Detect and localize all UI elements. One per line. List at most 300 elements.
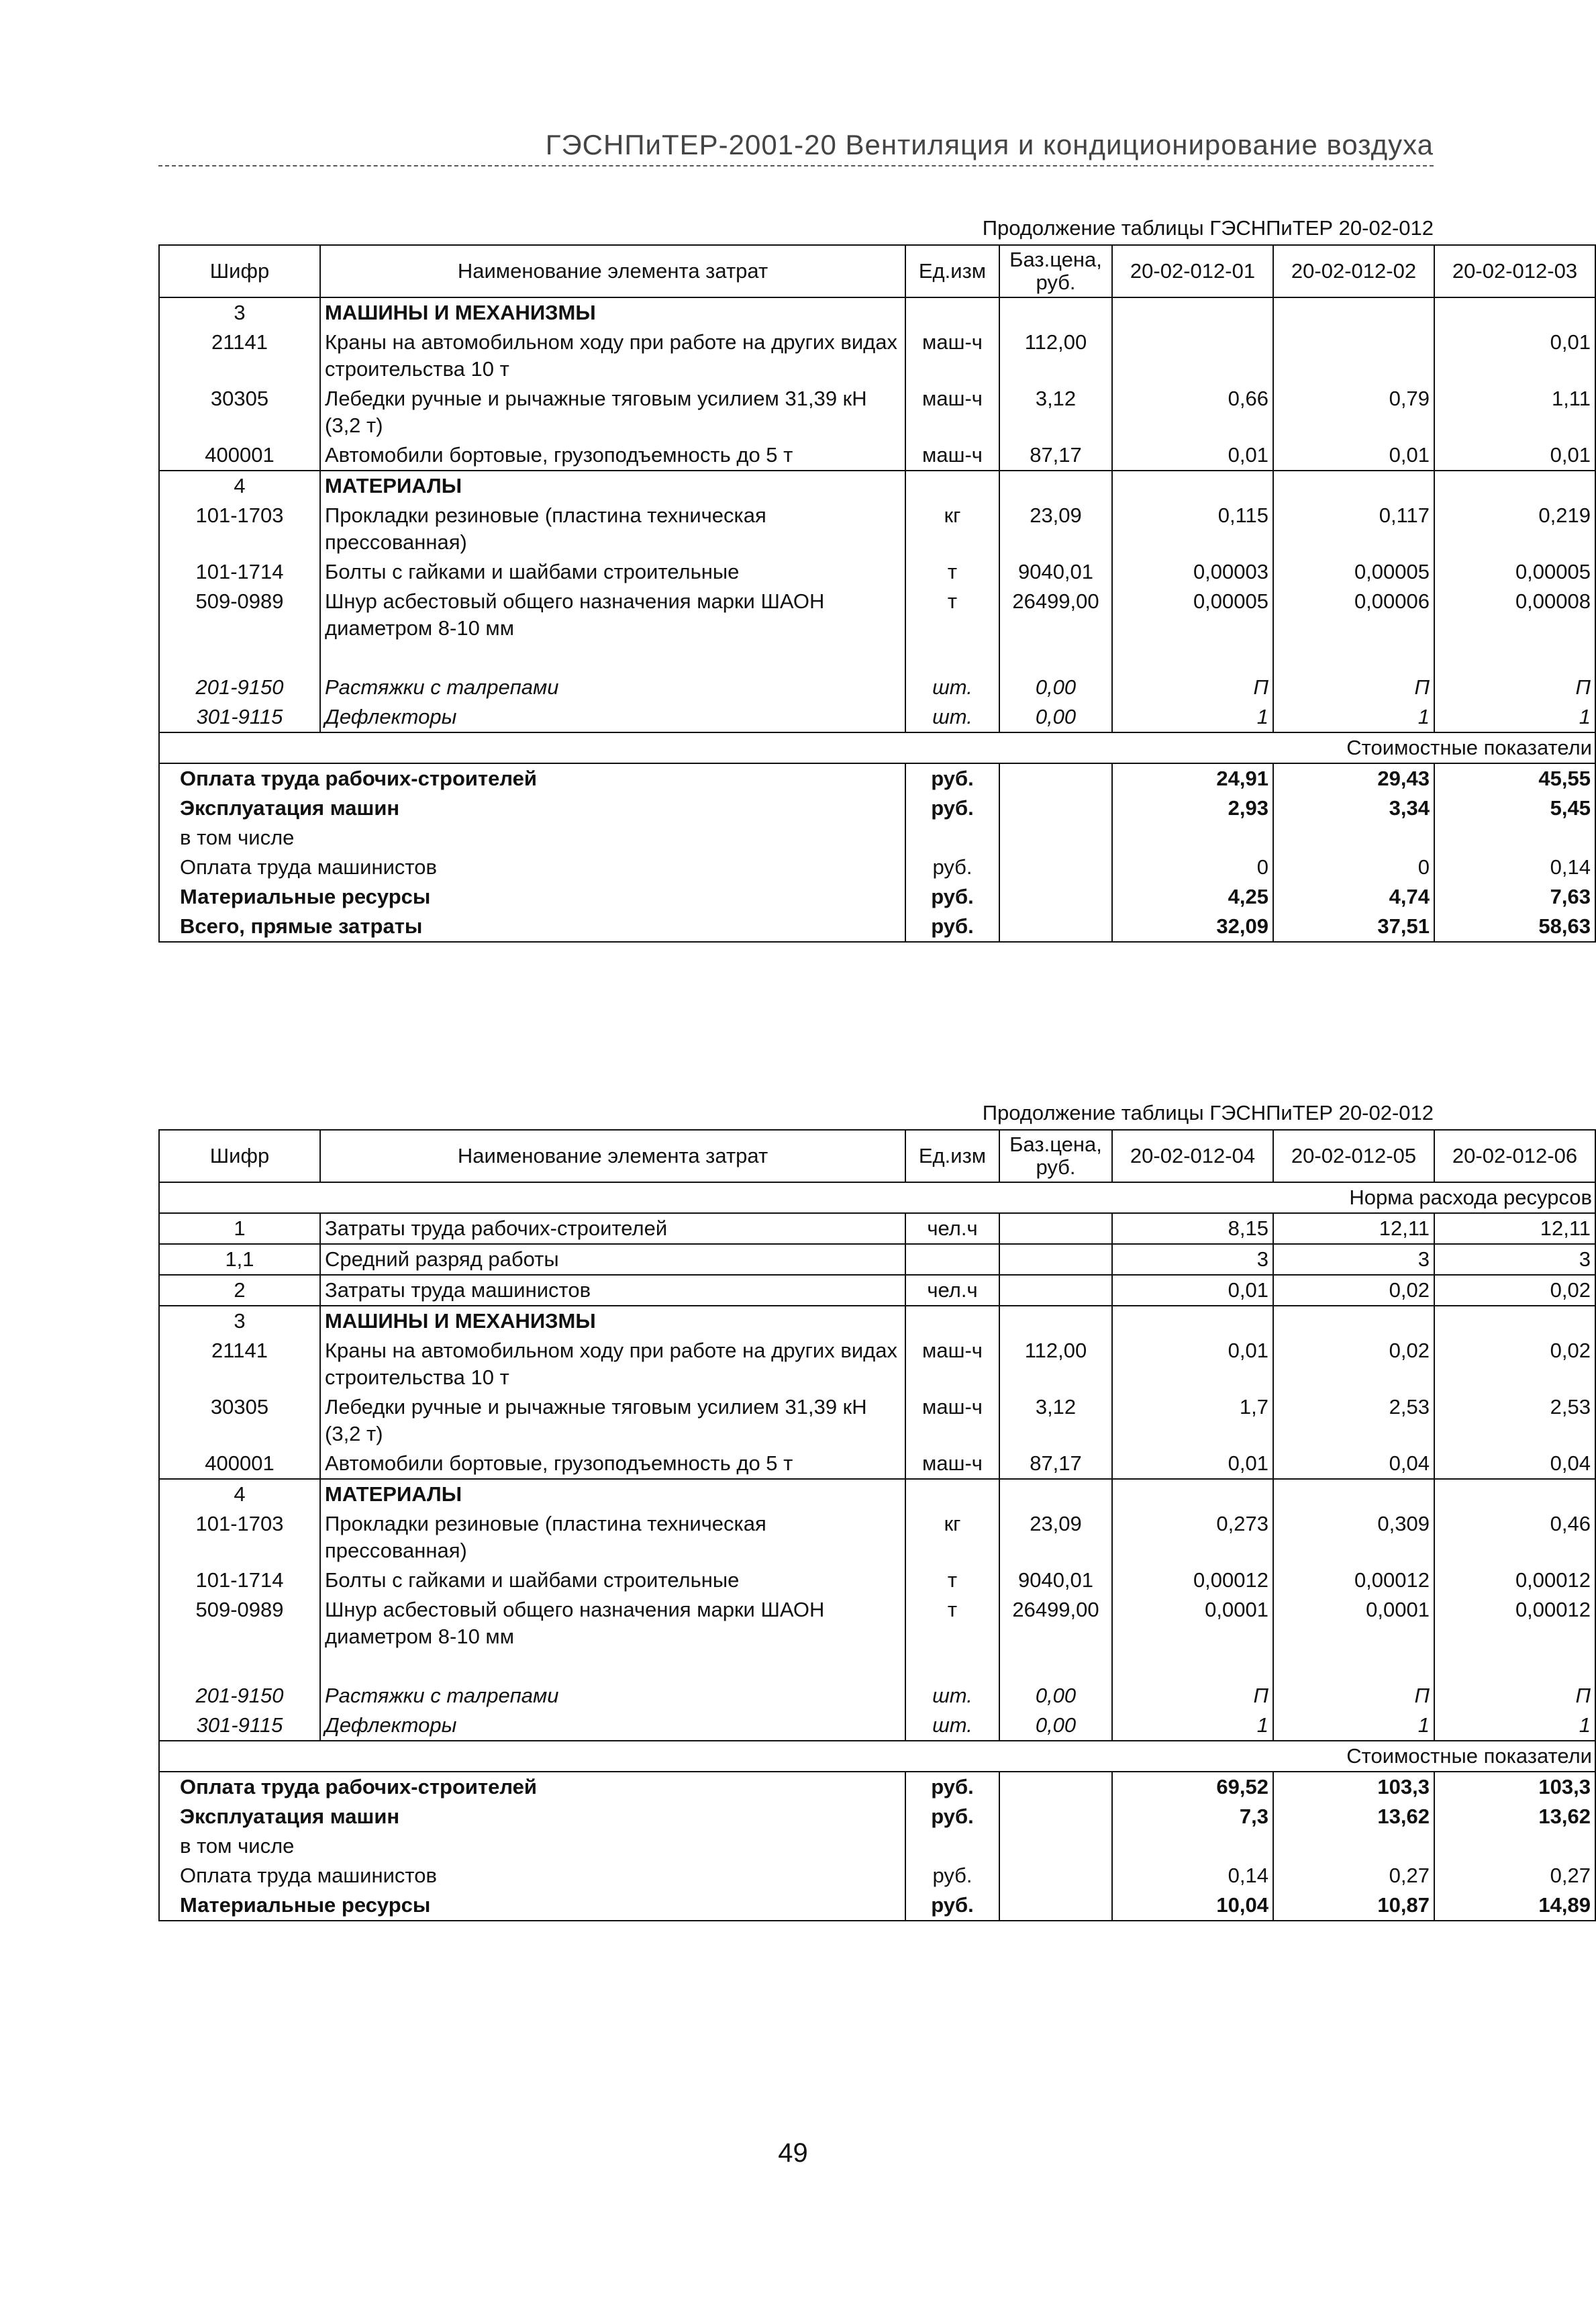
resource-price: 3,12 bbox=[999, 1392, 1112, 1449]
resource-value bbox=[1112, 1306, 1273, 1336]
resource-value: 0,01 bbox=[1112, 1275, 1273, 1306]
header-row bbox=[159, 245, 1595, 297]
cost-unit: руб. bbox=[905, 794, 999, 823]
resource-value: 3 bbox=[1273, 1244, 1434, 1275]
resource-value: 0,00003 bbox=[1112, 557, 1273, 587]
cost-value bbox=[1434, 823, 1595, 853]
cost-name: Всего, прямые затраты bbox=[159, 912, 905, 942]
cost-name: Эксплуатация машин bbox=[159, 1802, 905, 1831]
resource-value: 0,00005 bbox=[1273, 557, 1434, 587]
group-heading: Стоимостные показатели bbox=[159, 732, 1595, 763]
resource-name: Средний разряд работы bbox=[320, 1244, 905, 1275]
resource-code: 1 bbox=[159, 1213, 320, 1244]
cost-name: Оплата труда рабочих-строителей bbox=[159, 763, 905, 794]
resource-value bbox=[1112, 328, 1273, 384]
resource-value: 0,02 bbox=[1273, 1336, 1434, 1392]
resource-code: 301-9115 bbox=[159, 702, 320, 732]
header-col-3: 20-02-012-03 bbox=[1434, 245, 1595, 297]
header-col-1: 20-02-012-01 bbox=[1112, 245, 1273, 297]
page-number: 49 bbox=[778, 2138, 808, 2168]
empty-cell bbox=[1273, 643, 1434, 673]
empty-cell bbox=[1434, 1651, 1595, 1681]
empty-cell bbox=[1273, 1651, 1434, 1681]
cost-row bbox=[159, 823, 1595, 853]
cost-row bbox=[159, 912, 1595, 942]
resource-price: 3,12 bbox=[999, 384, 1112, 440]
resource-price bbox=[999, 297, 1112, 328]
empty-cell bbox=[905, 1651, 999, 1681]
group-heading: Норма расхода ресурсов bbox=[159, 1182, 1595, 1213]
cost-name: Эксплуатация машин bbox=[159, 794, 905, 823]
resource-code: 301-9115 bbox=[159, 1711, 320, 1741]
cost-row bbox=[159, 1861, 1595, 1890]
resource-value: 0,01 bbox=[1112, 1449, 1273, 1479]
section-row bbox=[159, 1479, 1595, 1509]
resource-row bbox=[159, 1244, 1595, 1275]
resource-value: 1 bbox=[1273, 702, 1434, 732]
header-price: Баз.цена, руб. bbox=[999, 245, 1112, 297]
cost-value: 0 bbox=[1112, 853, 1273, 882]
resource-code: 30305 bbox=[159, 384, 320, 440]
cost-value: 10,87 bbox=[1273, 1890, 1434, 1921]
resource-unit: чел.ч bbox=[905, 1213, 999, 1244]
resource-value: 0,66 bbox=[1112, 384, 1273, 440]
resource-unit: шт. bbox=[905, 1681, 999, 1711]
cost-value: 37,51 bbox=[1273, 912, 1434, 942]
resource-row bbox=[159, 1711, 1595, 1741]
cost-row bbox=[159, 794, 1595, 823]
resource-value: 0,00012 bbox=[1434, 1566, 1595, 1595]
resource-name: Шнур асбестовый общего назначения марки ШАОН диаметром 8-10 мм bbox=[320, 1595, 905, 1651]
table1-caption: Продолжение таблицы ГЭСНПиТЕР 20-02-012 bbox=[982, 216, 1434, 240]
empty-cell bbox=[905, 643, 999, 673]
resource-value: 0,309 bbox=[1273, 1509, 1434, 1566]
resource-price: 87,17 bbox=[999, 1449, 1112, 1479]
resource-name: Прокладки резиновые (пластина техническая прессованная) bbox=[320, 501, 905, 557]
resource-row bbox=[159, 557, 1595, 587]
header-unit: Ед.изм bbox=[905, 1130, 999, 1182]
resource-name: Автомобили бортовые, грузоподъемность до 5 т bbox=[320, 1449, 905, 1479]
resource-value: 0,02 bbox=[1434, 1275, 1595, 1306]
cost-row bbox=[159, 853, 1595, 882]
resource-value: 0,117 bbox=[1273, 501, 1434, 557]
resource-price: 0,00 bbox=[999, 1681, 1112, 1711]
resource-price: 112,00 bbox=[999, 1336, 1112, 1392]
resource-value: 0,273 bbox=[1112, 1509, 1273, 1566]
cost-unit bbox=[905, 1831, 999, 1861]
resource-price: 0,00 bbox=[999, 1711, 1112, 1741]
resource-price: 26499,00 bbox=[999, 587, 1112, 643]
cost-value: 103,3 bbox=[1273, 1772, 1434, 1802]
resource-unit bbox=[905, 1306, 999, 1336]
resource-value: 0,02 bbox=[1273, 1275, 1434, 1306]
resource-value: 0,00006 bbox=[1273, 587, 1434, 643]
resource-unit: кг bbox=[905, 501, 999, 557]
resource-value: П bbox=[1434, 1681, 1595, 1711]
resource-name: Болты с гайками и шайбами строительные bbox=[320, 1566, 905, 1595]
header-unit: Ед.изм bbox=[905, 245, 999, 297]
resource-row bbox=[159, 1681, 1595, 1711]
resource-value: 0,00005 bbox=[1434, 557, 1595, 587]
running-header: ГЭСНПиТЕР-2001-20 Вентиляция и кондиционирование воздуха bbox=[545, 129, 1434, 160]
resource-value: 1 bbox=[1273, 1711, 1434, 1741]
cost-value: 32,09 bbox=[1112, 912, 1273, 942]
cost-value: 7,63 bbox=[1434, 882, 1595, 912]
resource-unit: кг bbox=[905, 1509, 999, 1566]
cost-price bbox=[999, 1890, 1112, 1921]
cost-row bbox=[159, 763, 1595, 794]
cost-value: 0,27 bbox=[1273, 1861, 1434, 1890]
cost-price bbox=[999, 912, 1112, 942]
resource-value: 0,02 bbox=[1434, 1336, 1595, 1392]
resource-code: 3 bbox=[159, 297, 320, 328]
resource-price bbox=[999, 1479, 1112, 1509]
resource-row bbox=[159, 1336, 1595, 1392]
cost-row bbox=[159, 1890, 1595, 1921]
empty-cell bbox=[999, 1651, 1112, 1681]
header-col-2: 20-02-012-02 bbox=[1273, 245, 1434, 297]
spacer-row bbox=[159, 643, 1595, 673]
cost-value bbox=[1273, 823, 1434, 853]
resource-value: 0,00008 bbox=[1434, 587, 1595, 643]
resource-value bbox=[1273, 471, 1434, 501]
cost-name: в том числе bbox=[159, 1831, 905, 1861]
resource-code: 2 bbox=[159, 1275, 320, 1306]
resource-price bbox=[999, 1244, 1112, 1275]
cost-value: 7,3 bbox=[1112, 1802, 1273, 1831]
resource-code: 101-1714 bbox=[159, 557, 320, 587]
cost-value bbox=[1112, 1831, 1273, 1861]
header-rule bbox=[158, 165, 1434, 166]
resource-code: 21141 bbox=[159, 1336, 320, 1392]
resource-row bbox=[159, 1566, 1595, 1595]
cost-unit: руб. bbox=[905, 1802, 999, 1831]
resource-value: П bbox=[1112, 1681, 1273, 1711]
cost-value: 45,55 bbox=[1434, 763, 1595, 794]
resource-value bbox=[1273, 1479, 1434, 1509]
cost-value bbox=[1434, 1831, 1595, 1861]
resource-price: 0,00 bbox=[999, 673, 1112, 702]
resource-value: 3 bbox=[1112, 1244, 1273, 1275]
resource-price bbox=[999, 471, 1112, 501]
resource-price: 87,17 bbox=[999, 440, 1112, 471]
resource-row bbox=[159, 673, 1595, 702]
resource-value bbox=[1434, 1306, 1595, 1336]
empty-cell bbox=[320, 643, 905, 673]
cost-value: 13,62 bbox=[1434, 1802, 1595, 1831]
resource-name: Лебедки ручные и рычажные тяговым усилием 31,39 кН (3,2 т) bbox=[320, 1392, 905, 1449]
cost-name: Оплата труда машинистов bbox=[159, 853, 905, 882]
cost-value: 0,27 bbox=[1434, 1861, 1595, 1890]
section-row bbox=[159, 471, 1595, 501]
resource-value bbox=[1434, 297, 1595, 328]
resource-code: 4 bbox=[159, 1479, 320, 1509]
resource-row bbox=[159, 384, 1595, 440]
header-col-2: 20-02-012-05 bbox=[1273, 1130, 1434, 1182]
cost-price bbox=[999, 1831, 1112, 1861]
resource-value: 0,0001 bbox=[1112, 1595, 1273, 1651]
resource-code: 101-1714 bbox=[159, 1566, 320, 1595]
resource-value bbox=[1273, 297, 1434, 328]
resource-row bbox=[159, 1275, 1595, 1306]
cost-name: в том числе bbox=[159, 823, 905, 853]
resource-unit: т bbox=[905, 1566, 999, 1595]
resource-value: 0,00012 bbox=[1273, 1566, 1434, 1595]
resource-value: 12,11 bbox=[1434, 1213, 1595, 1244]
resource-name: Лебедки ручные и рычажные тяговым усилием 31,39 кН (3,2 т) bbox=[320, 384, 905, 440]
resource-unit: т bbox=[905, 1595, 999, 1651]
cost-unit: руб. bbox=[905, 763, 999, 794]
cost-value: 24,91 bbox=[1112, 763, 1273, 794]
empty-cell bbox=[320, 1651, 905, 1681]
resource-value: 1 bbox=[1112, 1711, 1273, 1741]
cost-value: 4,74 bbox=[1273, 882, 1434, 912]
resource-value: 0,79 bbox=[1273, 384, 1434, 440]
resource-name: Затраты труда машинистов bbox=[320, 1275, 905, 1306]
header-name: Наименование элемента затрат bbox=[320, 1130, 905, 1182]
section-row bbox=[159, 297, 1595, 328]
cost-value: 2,93 bbox=[1112, 794, 1273, 823]
estimate-table-2 bbox=[158, 1129, 1596, 1921]
empty-cell bbox=[999, 643, 1112, 673]
resource-code: 3 bbox=[159, 1306, 320, 1336]
resource-value: 2,53 bbox=[1434, 1392, 1595, 1449]
cost-unit: руб. bbox=[905, 912, 999, 942]
cost-unit: руб. bbox=[905, 1890, 999, 1921]
cost-unit bbox=[905, 823, 999, 853]
resource-code: 509-0989 bbox=[159, 1595, 320, 1651]
cost-name: Оплата труда машинистов bbox=[159, 1861, 905, 1890]
header-code: Шифр bbox=[159, 245, 320, 297]
resource-name: Болты с гайками и шайбами строительные bbox=[320, 557, 905, 587]
resource-row bbox=[159, 1595, 1595, 1651]
resource-price bbox=[999, 1213, 1112, 1244]
estimate-table-1 bbox=[158, 244, 1596, 943]
cost-price bbox=[999, 853, 1112, 882]
resource-name: Дефлекторы bbox=[320, 702, 905, 732]
cost-value: 5,45 bbox=[1434, 794, 1595, 823]
group-heading-row bbox=[159, 1741, 1595, 1772]
resource-value: 0,04 bbox=[1434, 1449, 1595, 1479]
resource-value: 0,01 bbox=[1434, 440, 1595, 471]
resource-value bbox=[1434, 471, 1595, 501]
resource-name: МАТЕРИАЛЫ bbox=[320, 471, 905, 501]
cost-value: 4,25 bbox=[1112, 882, 1273, 912]
cost-row bbox=[159, 1772, 1595, 1802]
resource-price: 9040,01 bbox=[999, 1566, 1112, 1595]
resource-row bbox=[159, 1509, 1595, 1566]
resource-name: Прокладки резиновые (пластина техническая прессованная) bbox=[320, 1509, 905, 1566]
resource-row bbox=[159, 1213, 1595, 1244]
cost-unit: руб. bbox=[905, 1861, 999, 1890]
resource-code: 201-9150 bbox=[159, 673, 320, 702]
resource-value bbox=[1112, 471, 1273, 501]
resource-code: 201-9150 bbox=[159, 1681, 320, 1711]
resource-unit: маш-ч bbox=[905, 328, 999, 384]
cost-value: 3,34 bbox=[1273, 794, 1434, 823]
header-price: Баз.цена, руб. bbox=[999, 1130, 1112, 1182]
cost-value: 29,43 bbox=[1273, 763, 1434, 794]
resource-unit bbox=[905, 297, 999, 328]
resource-value: 0,01 bbox=[1112, 1336, 1273, 1392]
resource-unit: маш-ч bbox=[905, 440, 999, 471]
header-name: Наименование элемента затрат bbox=[320, 245, 905, 297]
resource-value: 0,46 bbox=[1434, 1509, 1595, 1566]
resource-name: Краны на автомобильном ходу при работе на других видах строительства 10 т bbox=[320, 1336, 905, 1392]
resource-unit: маш-ч bbox=[905, 1392, 999, 1449]
resource-value: 0,219 bbox=[1434, 501, 1595, 557]
resource-value: 8,15 bbox=[1112, 1213, 1273, 1244]
resource-value: 1 bbox=[1434, 1711, 1595, 1741]
resource-value bbox=[1273, 1306, 1434, 1336]
resource-name: МАШИНЫ И МЕХАНИЗМЫ bbox=[320, 1306, 905, 1336]
resource-code: 101-1703 bbox=[159, 1509, 320, 1566]
cost-price bbox=[999, 1772, 1112, 1802]
resource-value: 0,0001 bbox=[1273, 1595, 1434, 1651]
resource-value: 0,00005 bbox=[1112, 587, 1273, 643]
resource-row bbox=[159, 1449, 1595, 1479]
resource-value: П bbox=[1112, 673, 1273, 702]
resource-price: 0,00 bbox=[999, 702, 1112, 732]
cost-row bbox=[159, 1831, 1595, 1861]
resource-name: МАТЕРИАЛЫ bbox=[320, 1479, 905, 1509]
cost-name: Оплата труда рабочих-строителей bbox=[159, 1772, 905, 1802]
resource-name: Затраты труда рабочих-строителей bbox=[320, 1213, 905, 1244]
cost-value: 58,63 bbox=[1434, 912, 1595, 942]
resource-unit: шт. bbox=[905, 702, 999, 732]
resource-value: 1 bbox=[1434, 702, 1595, 732]
cost-unit: руб. bbox=[905, 853, 999, 882]
resource-name: Растяжки с талрепами bbox=[320, 1681, 905, 1711]
resource-value: 1,11 bbox=[1434, 384, 1595, 440]
group-heading-row bbox=[159, 732, 1595, 763]
resource-value: П bbox=[1434, 673, 1595, 702]
resource-value: 0,00012 bbox=[1434, 1595, 1595, 1651]
resource-value bbox=[1273, 328, 1434, 384]
empty-cell bbox=[1112, 643, 1273, 673]
header-col-3: 20-02-012-06 bbox=[1434, 1130, 1595, 1182]
cost-value: 103,3 bbox=[1434, 1772, 1595, 1802]
resource-value: 0,01 bbox=[1112, 440, 1273, 471]
cost-unit: руб. bbox=[905, 1772, 999, 1802]
resource-code: 509-0989 bbox=[159, 587, 320, 643]
cost-value: 0 bbox=[1273, 853, 1434, 882]
resource-row bbox=[159, 587, 1595, 643]
resource-price bbox=[999, 1306, 1112, 1336]
resource-value: 1,7 bbox=[1112, 1392, 1273, 1449]
resource-row bbox=[159, 501, 1595, 557]
table2-body bbox=[159, 1130, 1595, 1921]
cost-price bbox=[999, 763, 1112, 794]
resource-code: 1,1 bbox=[159, 1244, 320, 1275]
cost-value: 14,89 bbox=[1434, 1890, 1595, 1921]
header-col-1: 20-02-012-04 bbox=[1112, 1130, 1273, 1182]
cost-row bbox=[159, 882, 1595, 912]
resource-value bbox=[1112, 1479, 1273, 1509]
cost-name: Материальные ресурсы bbox=[159, 882, 905, 912]
resource-code: 30305 bbox=[159, 1392, 320, 1449]
cost-row bbox=[159, 1802, 1595, 1831]
cost-price bbox=[999, 1861, 1112, 1890]
empty-cell bbox=[1112, 1651, 1273, 1681]
resource-value: 12,11 bbox=[1273, 1213, 1434, 1244]
resource-price: 112,00 bbox=[999, 328, 1112, 384]
resource-unit: шт. bbox=[905, 673, 999, 702]
empty-cell bbox=[159, 643, 320, 673]
spacer-row bbox=[159, 1651, 1595, 1681]
resource-code: 400001 bbox=[159, 1449, 320, 1479]
header-code: Шифр bbox=[159, 1130, 320, 1182]
resource-row bbox=[159, 1392, 1595, 1449]
resource-value bbox=[1434, 1479, 1595, 1509]
resource-name: Краны на автомобильном ходу при работе на других видах строительства 10 т bbox=[320, 328, 905, 384]
resource-unit: шт. bbox=[905, 1711, 999, 1741]
resource-unit: маш-ч bbox=[905, 384, 999, 440]
cost-price bbox=[999, 1802, 1112, 1831]
cost-price bbox=[999, 823, 1112, 853]
resource-unit bbox=[905, 1479, 999, 1509]
resource-row bbox=[159, 702, 1595, 732]
resource-code: 400001 bbox=[159, 440, 320, 471]
cost-unit: руб. bbox=[905, 882, 999, 912]
resource-value: 0,04 bbox=[1273, 1449, 1434, 1479]
resource-name: МАШИНЫ И МЕХАНИЗМЫ bbox=[320, 297, 905, 328]
empty-cell bbox=[1434, 643, 1595, 673]
resource-name: Растяжки с талрепами bbox=[320, 673, 905, 702]
resource-unit bbox=[905, 471, 999, 501]
resource-name: Дефлекторы bbox=[320, 1711, 905, 1741]
resource-price: 26499,00 bbox=[999, 1595, 1112, 1651]
empty-cell bbox=[159, 1651, 320, 1681]
resource-value bbox=[1112, 297, 1273, 328]
resource-unit: т bbox=[905, 557, 999, 587]
resource-unit bbox=[905, 1244, 999, 1275]
resource-value: 1 bbox=[1112, 702, 1273, 732]
resource-price: 9040,01 bbox=[999, 557, 1112, 587]
resource-value: 0,115 bbox=[1112, 501, 1273, 557]
cost-value bbox=[1273, 1831, 1434, 1861]
resource-value: 0,01 bbox=[1273, 440, 1434, 471]
cost-value: 13,62 bbox=[1273, 1802, 1434, 1831]
resource-unit: маш-ч bbox=[905, 1336, 999, 1392]
resource-name: Шнур асбестовый общего назначения марки ШАОН диаметром 8-10 мм bbox=[320, 587, 905, 643]
resource-value: П bbox=[1273, 1681, 1434, 1711]
resource-unit: чел.ч bbox=[905, 1275, 999, 1306]
cost-value: 0,14 bbox=[1112, 1861, 1273, 1890]
resource-code: 4 bbox=[159, 471, 320, 501]
table1-body bbox=[159, 245, 1595, 942]
resource-value: 3 bbox=[1434, 1244, 1595, 1275]
cost-price bbox=[999, 794, 1112, 823]
cost-value bbox=[1112, 823, 1273, 853]
resource-unit: т bbox=[905, 587, 999, 643]
group-heading: Стоимостные показатели bbox=[159, 1741, 1595, 1772]
resource-value: 0,00012 bbox=[1112, 1566, 1273, 1595]
resource-price bbox=[999, 1275, 1112, 1306]
resource-unit: маш-ч bbox=[905, 1449, 999, 1479]
resource-row bbox=[159, 440, 1595, 471]
section-row bbox=[159, 1306, 1595, 1336]
cost-value: 0,14 bbox=[1434, 853, 1595, 882]
resource-price: 23,09 bbox=[999, 501, 1112, 557]
cost-value: 69,52 bbox=[1112, 1772, 1273, 1802]
resource-name: Автомобили бортовые, грузоподъемность до 5 т bbox=[320, 440, 905, 471]
cost-name: Материальные ресурсы bbox=[159, 1890, 905, 1921]
resource-row bbox=[159, 328, 1595, 384]
resource-code: 101-1703 bbox=[159, 501, 320, 557]
header-row bbox=[159, 1130, 1595, 1182]
resource-code: 21141 bbox=[159, 328, 320, 384]
